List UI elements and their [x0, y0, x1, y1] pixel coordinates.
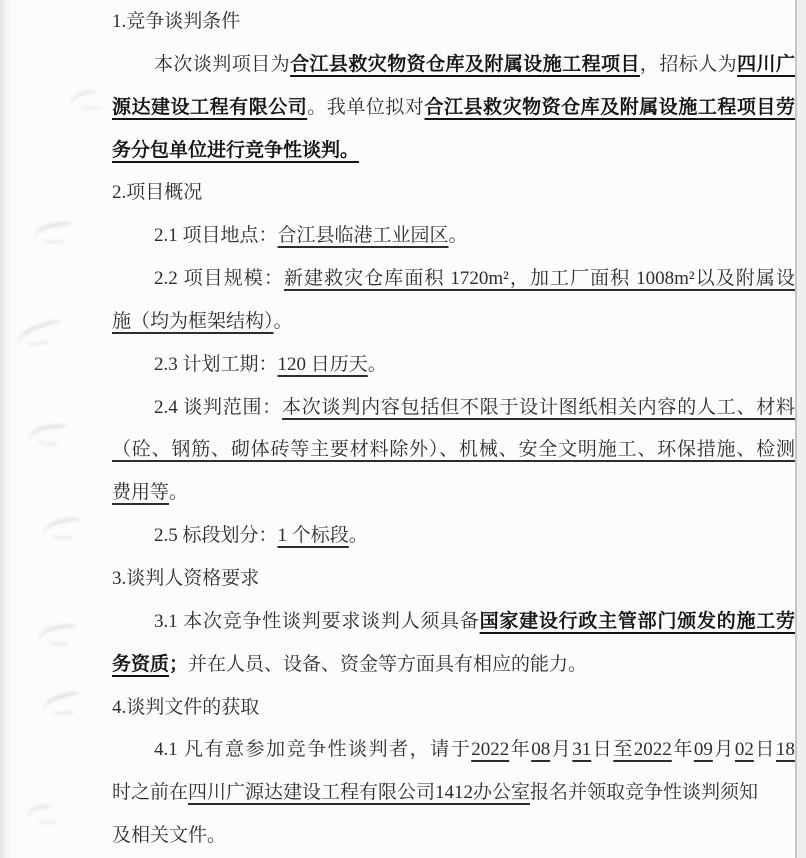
text-run: 120 日历天	[277, 353, 368, 375]
scan-smudge	[14, 318, 65, 350]
text-line	[112, 344, 795, 387]
text-line	[112, 772, 795, 815]
text-run: 四川广源达建设工程有限公司1412办公室	[188, 782, 531, 804]
text-run: 月	[550, 739, 573, 761]
scan-smudge	[25, 803, 56, 826]
text-run: 2.4 谈判范围：	[154, 396, 283, 418]
scan-smudge	[27, 423, 69, 446]
text-run: 本次谈判内容包括但不限于设计图纸相关内容的人工、材料	[282, 396, 795, 418]
text-line	[112, 172, 795, 215]
text-run: 02	[734, 739, 754, 761]
text-run: 费用等	[112, 482, 170, 504]
text-run: 2.1 项目地点：	[154, 225, 278, 247]
text-run: （砼、钢筋、砌体砖等主要材料除外）、机械、安全文明施工、环保措施、检测	[112, 439, 795, 461]
text-run: 3.1 本次竞争性谈判要求谈判人须具备	[154, 610, 480, 632]
text-run: 并在人员、设备、资金等方面具有相应的能力。	[188, 653, 588, 675]
scan-smudge	[37, 623, 79, 647]
text-line	[112, 472, 795, 515]
text-run: 日	[591, 739, 614, 761]
text-run: 务分包单位进行竞争性谈判。	[112, 139, 360, 161]
text-run: 至2022	[613, 739, 672, 761]
text-run: 。	[273, 310, 293, 332]
page-left-edge-shadow	[0, 0, 12, 858]
text-line	[112, 44, 795, 87]
text-run: 日	[753, 739, 776, 761]
text-run: 源达建设工程有限公司	[112, 96, 308, 118]
text-line	[112, 301, 795, 344]
text-run: 4.谈判文件的获取	[112, 696, 260, 718]
text-line	[112, 815, 795, 858]
text-run: 2022	[471, 739, 510, 761]
text-line	[112, 644, 795, 687]
text-run: 合江县救灾物资仓库及附属设施工程项目劳	[424, 96, 795, 118]
text-run: 合江县救灾物资仓库及附属设施工程项目	[290, 53, 640, 75]
text-line	[112, 87, 795, 130]
text-line	[112, 215, 795, 258]
text-run: 1 个标段	[277, 525, 349, 547]
text-line	[112, 429, 795, 472]
text-run: 年	[671, 739, 694, 761]
text-run: 31	[572, 739, 592, 761]
text-run: 施（均为框架结构）	[112, 310, 274, 332]
text-run: 08	[531, 739, 551, 761]
text-run: 3.谈判人资格要求	[112, 567, 260, 589]
text-run: 09	[693, 739, 713, 761]
page-right-margin	[797, 0, 806, 858]
text-run: 及相关文件。	[112, 825, 227, 847]
text-run: 月	[712, 739, 735, 761]
text-run: 报名并领取竞争性谈判须知	[530, 782, 759, 804]
text-run: 四川广	[737, 53, 795, 75]
text-run: ，招标人为	[639, 53, 738, 75]
text-run: 18	[775, 739, 795, 761]
text-run: 年	[509, 739, 532, 761]
text-line	[112, 687, 795, 730]
text-line	[112, 515, 795, 558]
text-run: 1.竞争谈判条件	[112, 11, 241, 32]
text-run: 2.3 计划工期：	[154, 353, 278, 375]
document-body	[112, 1, 795, 858]
text-line	[112, 1, 795, 44]
scan-smudge	[41, 516, 84, 542]
text-line	[112, 387, 795, 430]
scan-smudge	[68, 89, 100, 113]
text-run: 。	[169, 482, 189, 504]
text-run: 。	[348, 525, 368, 547]
text-run: 国家建设行政主管部门颁发的施工劳	[479, 610, 795, 632]
text-line	[112, 601, 795, 644]
scan-smudge	[32, 221, 75, 246]
text-run: 。我单位拟对	[307, 96, 425, 118]
text-run: 2.2 项目规模：	[154, 268, 284, 290]
text-run: 新建救灾仓库面积 1720m²，加工厂面积 1008m²以及附属设	[283, 268, 795, 290]
text-run: 务资质	[112, 653, 170, 675]
text-line	[112, 130, 795, 173]
text-line	[112, 729, 795, 772]
text-run: 本次谈判项目为	[154, 53, 291, 75]
text-run: 2.项目概况	[112, 182, 203, 204]
text-run: 合江县临港工业园区	[277, 225, 449, 247]
text-line	[112, 558, 795, 601]
scan-smudge	[40, 690, 83, 718]
text-run: 时之前在	[112, 782, 189, 804]
text-line	[112, 258, 795, 301]
text-run: 4.1 凡有意参加竞争性谈判者，请于	[154, 739, 472, 761]
text-run: 。	[448, 225, 468, 247]
text-run: 。	[367, 353, 387, 375]
text-run: 2.5 标段划分：	[154, 525, 278, 547]
text-run: ；	[169, 653, 189, 675]
